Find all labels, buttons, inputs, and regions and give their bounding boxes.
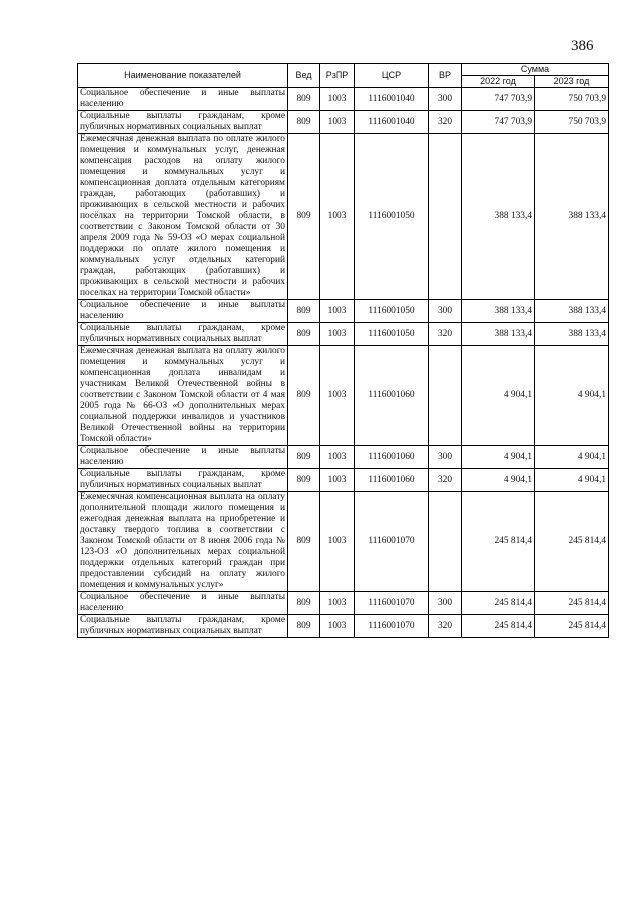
row-rzpr-cell: 1003 — [320, 615, 355, 638]
row-name-cell: Социальное обеспечение и иные выплаты населению — [78, 446, 288, 469]
row-vr-cell: 300 — [429, 88, 462, 111]
row-csr-cell: 1116001060 — [355, 469, 429, 492]
table-row — [78, 346, 609, 446]
row-ved-cell: 809 — [288, 346, 320, 446]
row-sum-2023-cell: 4 904,1 — [535, 446, 609, 469]
budget-table — [77, 63, 609, 638]
table-row — [78, 323, 609, 346]
row-sum-2023-cell: 4 904,1 — [535, 469, 609, 492]
row-vr-cell — [429, 346, 462, 446]
row-ved-cell: 809 — [288, 134, 320, 300]
row-name-cell: Социальные выплаты гражданам, кроме публичных нормативных социальных выплат — [78, 323, 288, 346]
row-csr-cell: 1116001040 — [355, 88, 429, 111]
col-header-year-2023: 2023 год — [535, 76, 609, 88]
col-header-ved: Вед — [288, 64, 320, 88]
row-sum-2023-cell: 750 703,9 — [535, 111, 609, 134]
row-sum-2023-cell: 4 904,1 — [535, 346, 609, 446]
row-sum-2022-cell: 245 814,4 — [462, 592, 535, 615]
row-ved-cell: 809 — [288, 446, 320, 469]
row-vr-cell — [429, 134, 462, 300]
row-sum-2022-cell: 4 904,1 — [462, 346, 535, 446]
row-csr-cell: 1116001070 — [355, 592, 429, 615]
row-sum-2022-cell: 245 814,4 — [462, 615, 535, 638]
row-rzpr-cell: 1003 — [320, 323, 355, 346]
row-sum-2023-cell: 388 133,4 — [535, 300, 609, 323]
row-ved-cell: 809 — [288, 592, 320, 615]
row-sum-2022-cell: 4 904,1 — [462, 469, 535, 492]
row-csr-cell: 1116001040 — [355, 111, 429, 134]
row-name-cell: Социальные выплаты гражданам, кроме публичных нормативных социальных выплат — [78, 111, 288, 134]
table-row — [78, 615, 609, 638]
row-ved-cell: 809 — [288, 615, 320, 638]
col-header-csr: ЦСР — [355, 64, 429, 88]
col-header-vr: ВР — [429, 64, 462, 88]
row-rzpr-cell: 1003 — [320, 446, 355, 469]
table-body — [78, 88, 609, 638]
col-header-name: Наименование показателей — [78, 64, 288, 88]
row-name-cell: Ежемесячная денежная выплата на оплату жилого помещения и коммунальных услуг и компенсационная доплата инвалидам и участникам Великой Отечественной войны в соответствии с Законом Томской области от 4 мая 2005 года № 66-ОЗ «О дополнительных мерах социальной поддержки инвалидов и участников Великой Отечественной войны на территории Томской области» — [78, 346, 288, 446]
row-vr-cell: 300 — [429, 300, 462, 323]
row-name-cell: Ежемесячная компенсационная выплата на оплату дополнительной площади жилого помещения и ежегодная денежная выплата на приобретение и доставку твердого топлива в соответствии с Законом Томской области от 8 июня 2006 года № 123-ОЗ «О дополнительных мерах социальной поддержки отдельных категорий граждан при предоставлении субсидий на оплату жилого помещения и коммунальных услуг» — [78, 492, 288, 592]
row-vr-cell: 300 — [429, 446, 462, 469]
row-sum-2022-cell: 388 133,4 — [462, 323, 535, 346]
row-vr-cell: 320 — [429, 615, 462, 638]
row-csr-cell: 1116001050 — [355, 134, 429, 300]
row-rzpr-cell: 1003 — [320, 111, 355, 134]
row-name-cell: Социальные выплаты гражданам, кроме публичных нормативных социальных выплат — [78, 469, 288, 492]
row-ved-cell: 809 — [288, 111, 320, 134]
row-sum-2023-cell: 750 703,9 — [535, 88, 609, 111]
table-row — [78, 300, 609, 323]
table-row — [78, 111, 609, 134]
row-vr-cell: 320 — [429, 469, 462, 492]
row-csr-cell: 1116001070 — [355, 615, 429, 638]
row-sum-2022-cell: 747 703,9 — [462, 88, 535, 111]
row-csr-cell: 1116001050 — [355, 323, 429, 346]
row-ved-cell: 809 — [288, 88, 320, 111]
col-header-rzpr: РзПР — [320, 64, 355, 88]
row-csr-cell: 1116001070 — [355, 492, 429, 592]
row-rzpr-cell: 1003 — [320, 134, 355, 300]
row-sum-2023-cell: 388 133,4 — [535, 323, 609, 346]
page-number: 386 — [571, 38, 594, 54]
row-ved-cell: 809 — [288, 492, 320, 592]
row-name-cell: Социальное обеспечение и иные выплаты населению — [78, 592, 288, 615]
row-vr-cell — [429, 492, 462, 592]
table-row — [78, 492, 609, 592]
row-sum-2023-cell: 245 814,4 — [535, 592, 609, 615]
row-name-cell: Социальные выплаты гражданам, кроме публичных нормативных социальных выплат — [78, 615, 288, 638]
row-vr-cell: 300 — [429, 592, 462, 615]
row-vr-cell: 320 — [429, 111, 462, 134]
row-name-cell: Социальное обеспечение и иные выплаты населению — [78, 300, 288, 323]
row-rzpr-cell: 1003 — [320, 300, 355, 323]
table-row — [78, 134, 609, 300]
col-header-sum: Сумма — [462, 64, 609, 76]
row-sum-2022-cell: 388 133,4 — [462, 134, 535, 300]
row-ved-cell: 809 — [288, 323, 320, 346]
row-sum-2022-cell: 4 904,1 — [462, 446, 535, 469]
row-sum-2022-cell: 747 703,9 — [462, 111, 535, 134]
row-name-cell: Социальное обеспечение и иные выплаты населению — [78, 88, 288, 111]
row-ved-cell: 809 — [288, 300, 320, 323]
row-rzpr-cell: 1003 — [320, 492, 355, 592]
row-rzpr-cell: 1003 — [320, 592, 355, 615]
table-row — [78, 88, 609, 111]
table-row — [78, 446, 609, 469]
col-header-year-2022: 2022 год — [462, 76, 535, 88]
row-csr-cell: 1116001050 — [355, 300, 429, 323]
row-sum-2022-cell: 245 814,4 — [462, 492, 535, 592]
row-rzpr-cell: 1003 — [320, 346, 355, 446]
row-name-cell: Ежемесячная денежная выплата по оплате жилого помещения и коммунальных услуг, денежная компенсация расходов на оплату жилого помещения и коммунальных услуг и компенсационная доплата отдельным категориям граждан, работающих (работавших) и проживающих в сельской местности и рабочих посёлках на территории Томской области, в соответствии с Законом Томской области от 30 апреля 2009 года № 59-ОЗ «О мерах социальной поддержки по оплате жилого помещения и коммунальных услуг отдельных категорий граждан, работающих (работавших) и проживающих в сельской местности и рабочих поселках на территории Томской области» — [78, 134, 288, 300]
row-csr-cell: 1116001060 — [355, 446, 429, 469]
row-sum-2023-cell: 245 814,4 — [535, 615, 609, 638]
row-rzpr-cell: 1003 — [320, 88, 355, 111]
row-sum-2023-cell: 245 814,4 — [535, 492, 609, 592]
row-rzpr-cell: 1003 — [320, 469, 355, 492]
row-sum-2022-cell: 388 133,4 — [462, 300, 535, 323]
row-sum-2023-cell: 388 133,4 — [535, 134, 609, 300]
row-vr-cell: 320 — [429, 323, 462, 346]
row-csr-cell: 1116001060 — [355, 346, 429, 446]
table-row — [78, 592, 609, 615]
row-ved-cell: 809 — [288, 469, 320, 492]
table-row — [78, 469, 609, 492]
